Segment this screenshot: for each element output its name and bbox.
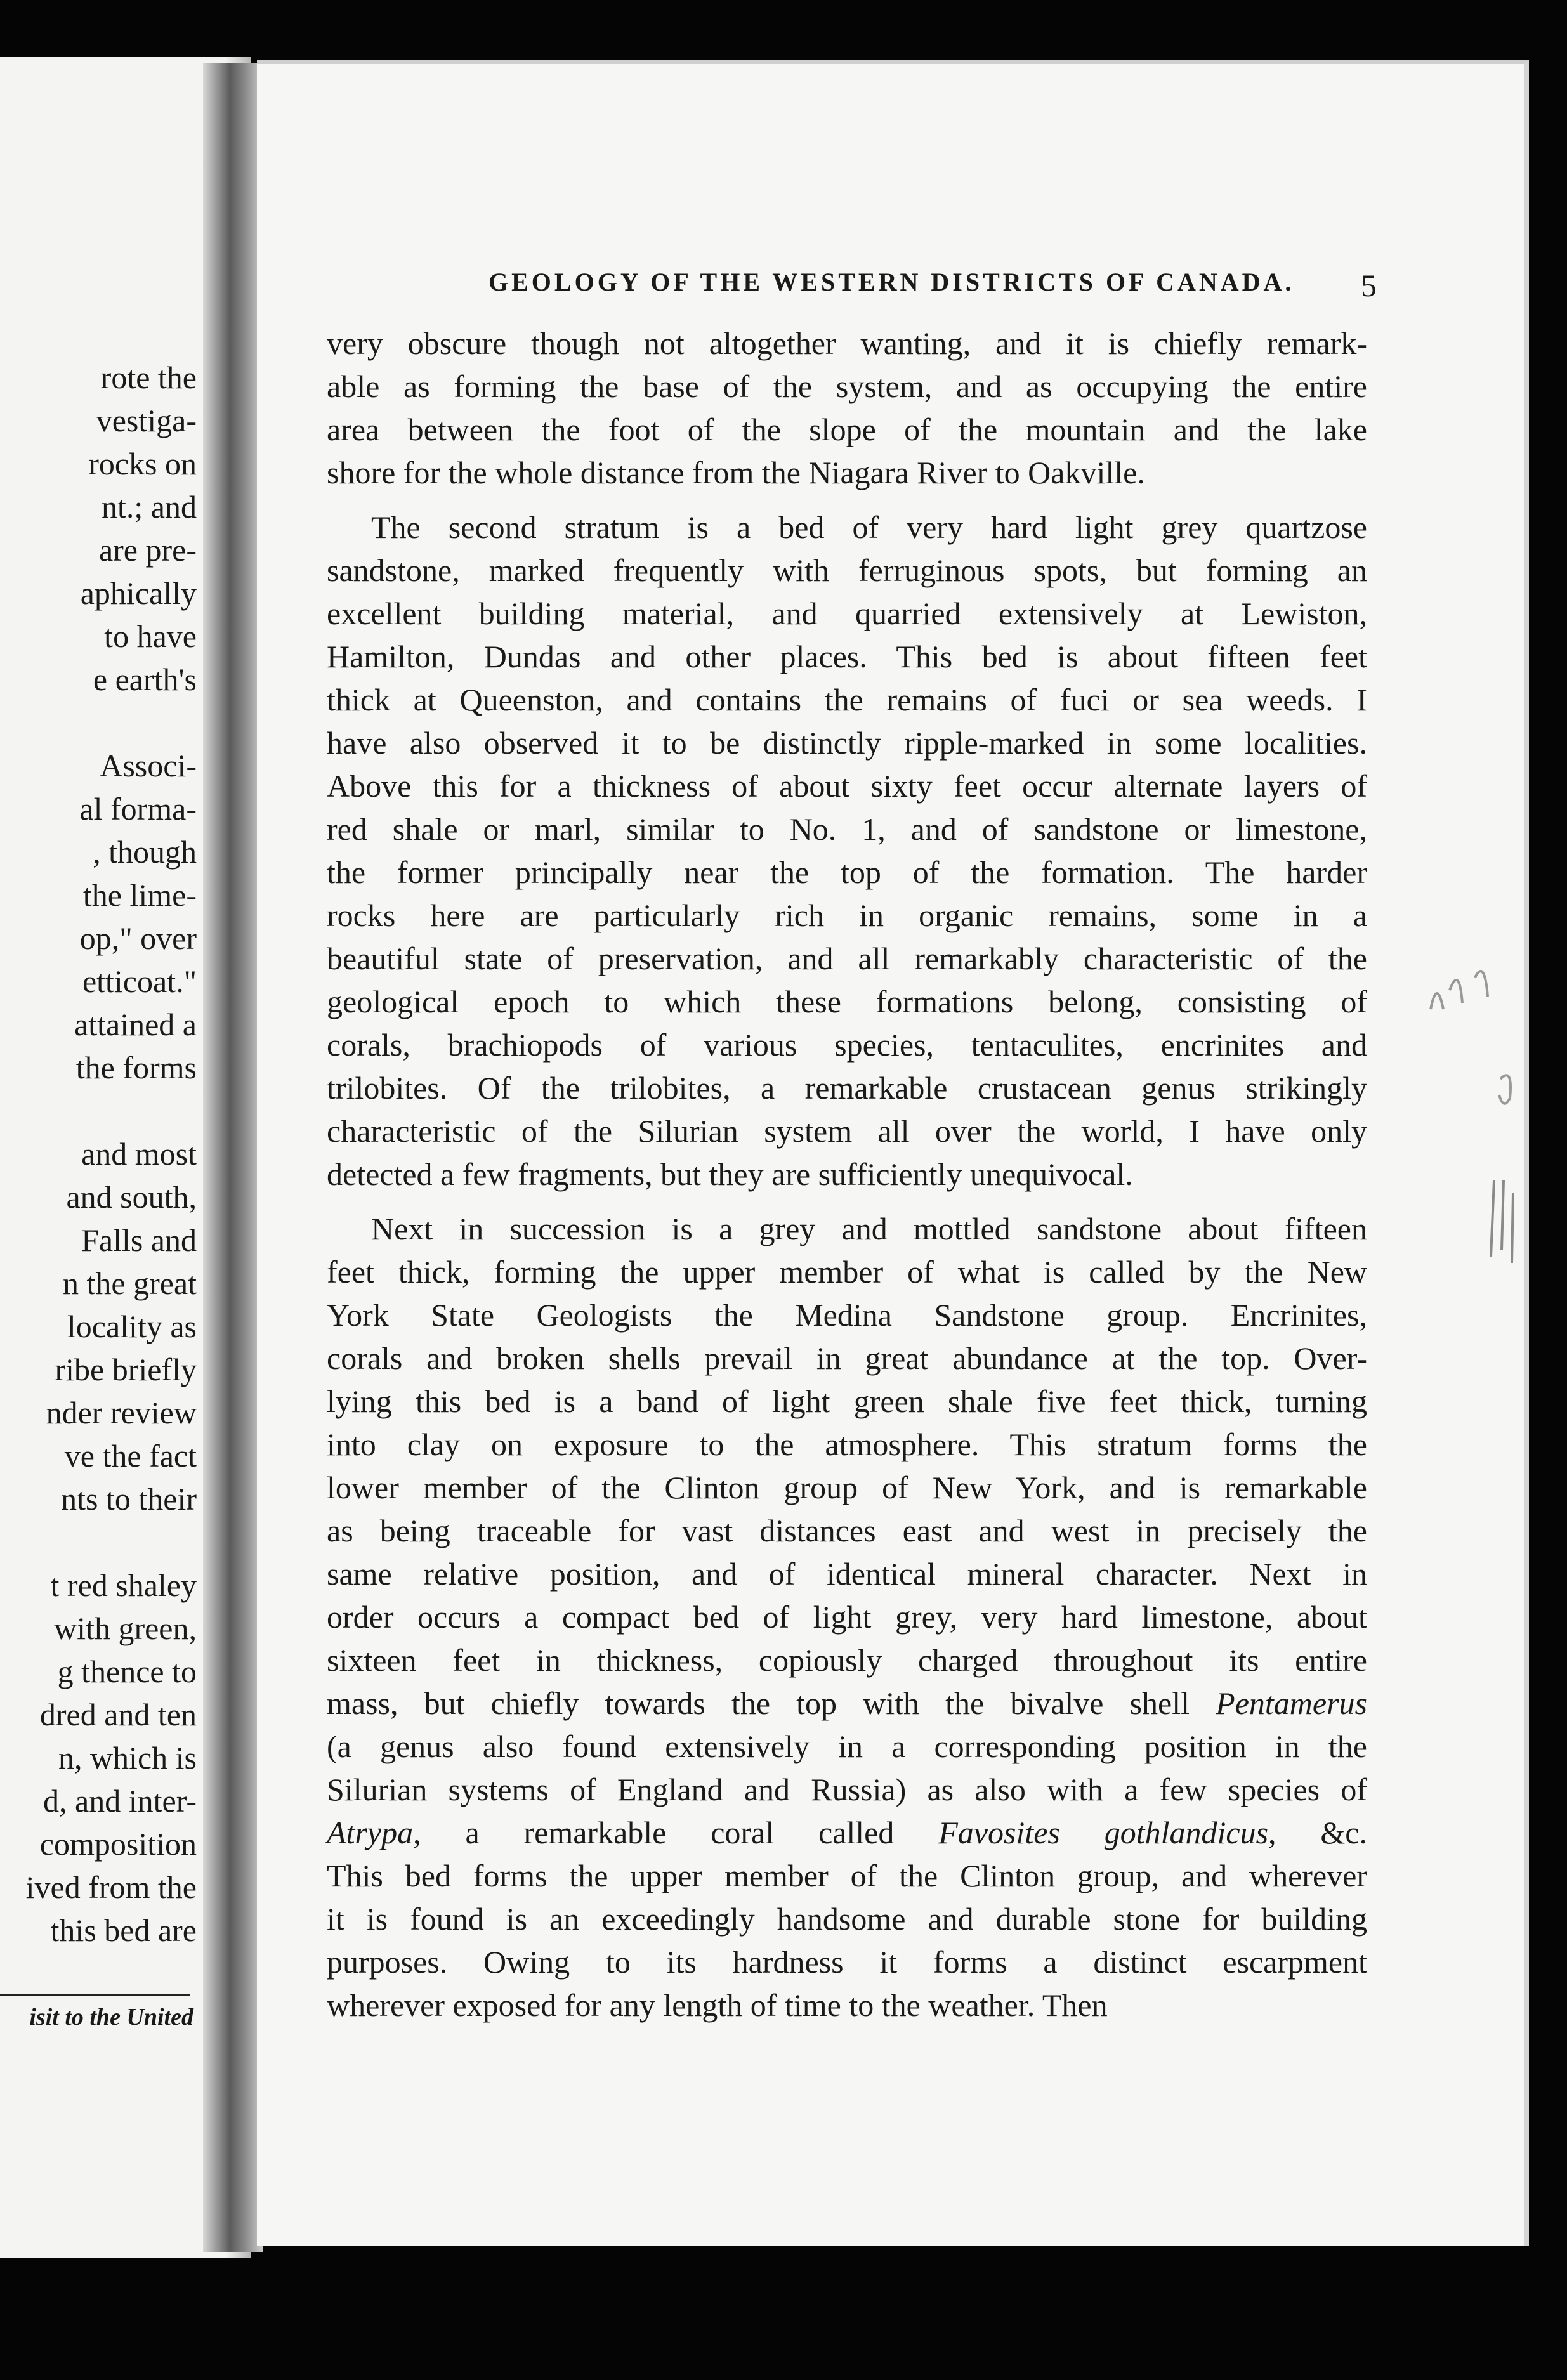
left-page-line: rocks on [88,446,197,481]
body-line: sixteen feet in thickness, copiously charged throughout its entire [327,1642,1367,1678]
body-line: the former principally near the top of the formation. The harder [327,854,1367,890]
body-line: rocks here are particularly rich in organic remains, some in a [327,898,1367,933]
body-line: Silurian systems of England and Russia) as also with a few species of [327,1772,1367,1807]
left-page-line: this bed are [50,1913,197,1948]
left-page-line: dred and ten [39,1697,197,1732]
left-page-line: to have [104,618,197,654]
left-page-line: nt.; and [102,489,197,525]
page-number: 5 [1361,268,1377,303]
body-line: York State Geologists the Medina Sandstone group. Encrinites, [327,1297,1367,1333]
left-page-line: etticoat." [82,964,197,999]
body-line: detected a few fragments, but they are sufficiently unequivocal. [327,1156,1133,1192]
right-page [257,60,1529,2246]
left-page-line: op," over [79,920,197,956]
left-page-line: nts to their [61,1481,197,1517]
left-page-line: d, and inter- [43,1783,197,1819]
left-page-line: Associ- [100,748,197,783]
body-line: as being traceable for vast distances east and west in precisely the [327,1513,1367,1548]
left-page-line: composition [39,1826,197,1862]
body-line: very obscure though not altogether wanting, and it is chiefly remark- [327,325,1367,361]
body-line: excellent building material, and quarried extensively at Lewiston, [327,596,1367,631]
left-page-line: locality as [67,1309,197,1344]
left-page-line: ribe briefly [55,1352,197,1387]
body-line: characteristic of the Silurian system all over the world, I have only [327,1113,1367,1149]
left-page-line: and south, [66,1179,197,1215]
body-line: lying this bed is a band of light green shale five feet thick, turning [327,1383,1367,1419]
body-line: area between the foot of the slope of the mountain and the lake [327,412,1367,447]
left-page-line: with green, [54,1611,197,1646]
body-line: beautiful state of preservation, and all remarkably characteristic of the [327,941,1367,976]
body-line: thick at Queenston, and contains the remains of fuci or sea weeds. I [327,682,1367,717]
body-line: same relative position, and of identical mineral character. Next in [327,1556,1367,1592]
body-line: Hamilton, Dundas and other places. This bed is about fifteen feet [327,639,1367,674]
left-page-line: attained a [74,1007,197,1042]
body-line: purposes. Owing to its hardness it forms a distinct escarpment [327,1944,1367,1980]
body-line: Above this for a thickness of about sixty feet occur alternate layers of [327,768,1367,804]
body-line: order occurs a compact bed of light grey, very hard limestone, about [327,1599,1367,1635]
body-line: have also observed it to be distinctly ripple-marked in some localities. [327,725,1367,761]
body-line: (a genus also found extensively in a corresponding position in the [327,1729,1367,1764]
body-line: The second stratum is a bed of very hard light grey quartzose [371,509,1367,545]
left-page-line: Falls and [81,1222,197,1258]
body-line: geological epoch to which these formations belong, consisting of [327,984,1367,1019]
footnote-rule [0,1994,190,1996]
left-page-line: t red shaley [50,1567,197,1603]
left-page-line: vestiga- [96,403,197,438]
left-page-line: , though [93,834,197,870]
left-page-line: and most [81,1136,197,1172]
body-line: it is found is an exceedingly handsome and durable stone for building [327,1901,1367,1937]
body-line: wherever exposed for any length of time to the weather. Then [327,1987,1108,2023]
body-line: corals and broken shells prevail in great abundance at the top. Over- [327,1340,1367,1376]
body-line: This bed forms the upper member of the Clinton group, and wherever [327,1858,1367,1893]
book-gutter [203,63,263,2252]
body-line: shore for the whole distance from the Niagara River to Oakville. [327,455,1145,490]
left-page-line: the lime- [82,877,197,913]
body-line: mass, but chiefly towards the top with the bivalve shell Pentamerus [327,1685,1367,1721]
running-title: GEOLOGY OF THE WESTERN DISTRICTS OF CANADA. [488,268,1295,296]
body-line: lower member of the Clinton group of New York, and is remarkable [327,1470,1367,1505]
left-page-line: ived from the [25,1869,197,1905]
pencil-margin-marks [1424,952,1526,1307]
left-page-line: the forms [75,1050,197,1085]
body-line: red shale or marl, similar to No. 1, and of sandstone or limestone, [327,811,1367,847]
left-page-line: ve the fact [64,1438,197,1474]
left-page-line: n the great [62,1265,197,1301]
body-line: into clay on exposure to the atmosphere. This stratum forms the [327,1427,1367,1462]
left-page-line: al forma- [79,791,197,827]
body-line: feet thick, forming the upper member of what is called by the New [327,1254,1367,1290]
left-page-line: e earth's [93,662,197,697]
body-line: Next in succession is a grey and mottled sandstone about fifteen [371,1211,1367,1246]
body-line: Atrypa, a remarkable coral called Favosites gothlandicus, &c. [327,1815,1367,1850]
left-footnote: isit to the United [29,2004,193,2030]
left-page-line: are pre- [98,532,197,568]
body-line: corals, brachiopods of various species, tentaculites, encrinites and [327,1027,1367,1062]
left-page-line: aphically [80,575,197,611]
body-line: sandstone, marked frequently with ferruginous spots, but forming an [327,552,1367,588]
body-line: able as forming the base of the system, and as occupying the entire [327,369,1367,404]
left-page-line: g thence to [57,1654,197,1689]
left-page-line: n, which is [58,1740,197,1775]
left-page-line: nder review [46,1395,197,1430]
body-line: trilobites. Of the trilobites, a remarkable crustacean genus strikingly [327,1070,1367,1106]
left-page-line: rote the [100,360,197,395]
